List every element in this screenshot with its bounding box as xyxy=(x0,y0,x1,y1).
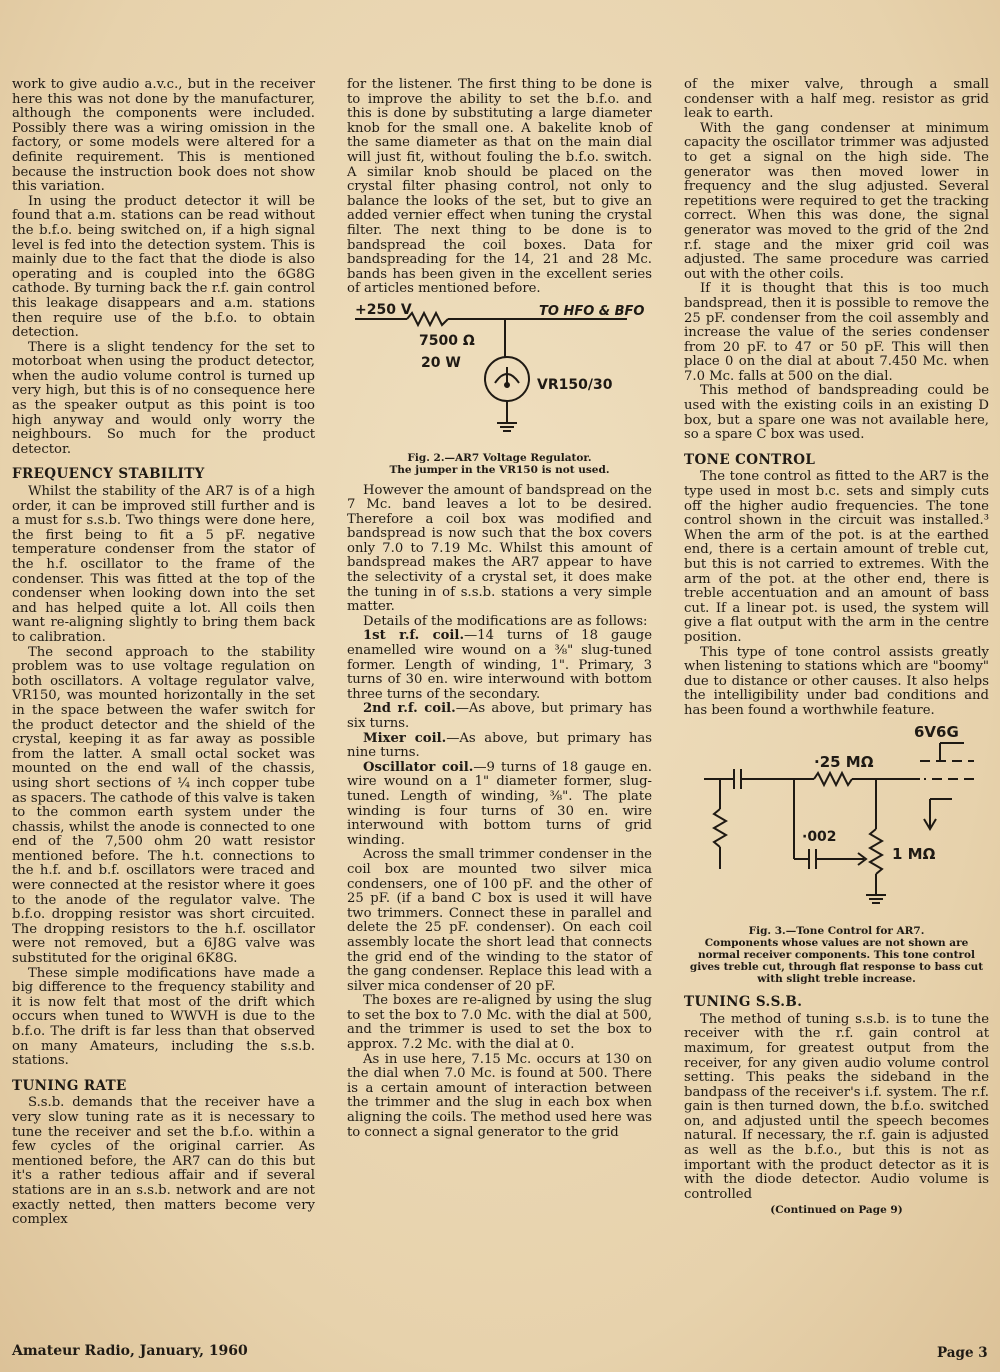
paragraph: S.s.b. demands that the receiver have a very slow tuning rate as it is necessary to tune the receiver and set the b.f.o. within a few cycles of the original carrier. As mentioned before, the AR7 can do this but it's a rather tedious affair and if several stations are in an s.s.b. network and are not exactly netted, then matters become very complex xyxy=(12,1095,315,1228)
tube-label: VR150/30 xyxy=(537,376,613,393)
coil-detail xyxy=(347,761,652,849)
paragraph: Details of the modifications are as follows: xyxy=(363,613,648,629)
coil-detail xyxy=(347,732,652,761)
continued-note: (Continued on Page 9) xyxy=(770,1204,903,1217)
resistor-value: ·25 MΩ xyxy=(814,752,874,771)
paragraph: The second approach to the stability problem was to use voltage regulation on both oscillators. A voltage regulator valve, VR150, was mounted horizontally in the set in the space between the wafer switch for the product detector and the shield of the crystal, keeping it as far away as possible from the latter. A small octal socket was mounted on the end wall of the chassis, using short sections of ¼ inch copper tube as spacers. The cathode of this valve is taken to the common earth system under the chassis, whilst the anode is connected to one end of the 7,500 ohm 20 watt resistor mentioned before. The h.t. connections to the h.f. and b.f. oscillators were traced and were connected at the resistor where it goes to the anode of the regulator valve. The b.f.o. dropping resistor was short circuited. The dropping resistors to the h.f. oscillator were not removed, but a 6J8G valve was substituted for the original 6K8G. xyxy=(12,644,315,967)
coil-heading: 1st r.f. coil. xyxy=(363,628,465,644)
coil-heading: Oscillator coil. xyxy=(363,759,474,775)
paragraph: However the amount of bandspread on the 7 Mc. band leaves a lot to be desired. Therefore a coil box was modified and bandspread is now such that the box covers only 7.0 to 7.19 Mc. Whilst this amount of bandspread makes the AR7 appear to have the selectivity of a crystal set, it does make the tuning in of s.s.b. stations a very simple matter. xyxy=(347,482,652,615)
column-1 xyxy=(12,78,315,1228)
paragraph: Across the small trimmer condenser in the coil box are mounted two silver mica condensers, one of 100 pF. and the other of 25 pF. (if a band C box is used it will have two trimmers. Connect these in parallel and delete the 25 pF. condenser). On each coil assembly locate the short lead that connects the grid end of the winding to the stator of the gang condenser. Replace this lead with a silver mica condenser of 20 pF. xyxy=(347,847,652,994)
paragraph: for the listener. The first thing to be done is to improve the ability to set the b.f.o. and this is done by substituting a large diameter knob for the small one. A bakelite knob of the same diameter as that on the main dial will just fit, without fouling the b.f.o. switch. A similar knob should be placed on the crystal filter phasing control, not only to balance the looks of the set, but to give an added vernier effect when tuning the crystal filter. The next thing to be done is to bandspread the coil boxes. Data for bandspreading for the 14, 21 and 28 Mc. bands has been given in the excellent series of articles mentioned before. xyxy=(347,77,652,297)
coil-text: —14 turns of 18 gauge enamelled wire wound on a ⅜" slug-tuned former. Length of winding, 1". Primary, 3 turns of 30 en. wire interwound with bottom three turns of the secondary. xyxy=(347,628,652,702)
footer-publication: Amateur Radio, January, 1960 xyxy=(12,1343,248,1359)
paragraph: Whilst the stability of the AR7 is of a high order, it can be improved still further and is a must for s.s.b. Two things were done here, the first being to fit a 5 pF. negative temperature condenser from the stator of the h.f. oscillator to the frame of the condenser. This was fitted at the top of the condenser when looking down into the set and has helped quite a lot. All coils then want re-aligning slightly to bring them back to calibration. xyxy=(12,484,315,645)
regulator-schematic xyxy=(347,297,652,445)
paragraph: work to give audio a.v.c., but in the receiver here this was not done by the manufacturer, although the components were included. Possibly there was a wiring omission in the factory, or some models were altered for a definite requirement. This is mentioned because the instruction book does not show this variation. xyxy=(12,77,315,195)
capacitor-value: ·002 xyxy=(802,828,837,845)
figure-2-caption xyxy=(347,452,652,476)
paragraph: In using the product detector it will be found that a.m. stations can be read without the b.f.o. being switched on, if a high signal level is fed into the detection system. This is mainly due to the fact that the diode is also operating and is coupled into the 6G8G cathode. By turning back the r.f. gain control this leakage disappears and a.m. stations then require use of the b.f.o. to obtain detection. xyxy=(12,193,315,341)
section-heading-tuning-ssb: TUNING S.S.B. xyxy=(684,994,803,1011)
coil-text: —9 turns of 18 gauge en. wire wound on a 1" diameter former, slug-tuned. Length of winding, ⅜". The plate winding is four turns of 30 en. wire interwound with bottom turns of grid winding. xyxy=(347,759,652,848)
output-label: TO HFO & BFO xyxy=(539,303,645,319)
pot-value: 1 MΩ xyxy=(892,844,936,863)
paragraph: The tone control as fitted to the AR7 is the type used in most b.c. sets and simply cuts off the higher audio frequencies. The tone control shown in the circuit was installed.³ When the arm of the pot. is at the earthed end, there is a certain amount of treble cut, but this is not carried to extremes. With the arm of the pot. at the other end, there is treble accentuation and an amount of bass cut. If a linear pot. is used, the system will give a flat output with the arm in the centre position. xyxy=(684,469,989,645)
column-2 xyxy=(347,78,652,1140)
valve-label: 6V6G xyxy=(914,722,959,741)
resistor-value: 7500 Ω xyxy=(419,332,475,349)
caption-line: The jumper in the VR150 is not used. xyxy=(389,463,610,476)
paragraph: The method of tuning s.s.b. is to tune the receiver with the r.f. gain control at maximum, for greatest output from the receiver, for any given audio volume control setting. This peaks the sideband in the bandpass of the receiver's i.f. system. The r.f. gain is then turned down, the b.f.o. switched on, and adjusted until the speech becomes natural. If necessary, the r.f. gain is adjusted as well as the b.f.o., but this is not as important with the product detector as it is with the diode detector. Audio volume is controlled xyxy=(684,1011,989,1202)
section-heading-frequency-stability: FREQUENCY STABILITY xyxy=(12,466,205,483)
caption-line: Fig. 3.—Tone Control for AR7. xyxy=(748,925,925,938)
coil-text: —As above, but primary has nine turns. xyxy=(347,730,652,761)
voltage-label: +250 V xyxy=(355,301,412,318)
paragraph: As in use here, 7.15 Mc. occurs at 130 on the dial when 7.0 Mc. is found at 500. There is a certain amount of interaction between the trimmer and the slug in each box when aligning the coils. The method used here was to connect a signal generator to the grid xyxy=(347,1051,652,1140)
paragraph: This method of bandspreading could be used with the existing coils in an existing D box, but a spare one was not available here, so a spare C box was used. xyxy=(684,383,989,443)
coil-heading: Mixer coil. xyxy=(363,730,447,746)
figure-2-voltage-regulator xyxy=(347,297,652,476)
section-heading-tuning-rate: TUNING RATE xyxy=(12,1077,127,1094)
paragraph: The boxes are re-aligned by using the slug to set the box to 7.0 Mc. with the dial at 500, and the trimmer is used to set the box to approx. 7.2 Mc. with the dial at 0. xyxy=(347,993,652,1053)
caption-line: Components whose values are not shown are normal receiver components. This tone control gives treble cut, through flat response to bass cut with slight treble increase. xyxy=(689,937,984,986)
paragraph: If it is thought that this is too much bandspread, then it is possible to remove the 25 pF. condenser from the coil assembly and increase the value of the series condenser from 20 pF. to 47 or 50 pF. This will then place 0 on the dial at about 7.450 Mc. when 7.0 Mc. falls at 500 on the dial. xyxy=(684,281,989,384)
coil-text: —As above, but primary has six turns. xyxy=(347,701,652,731)
resistor-wattage: 20 W xyxy=(421,354,461,371)
figure-3-caption xyxy=(684,925,989,985)
paragraph: of the mixer valve, through a small condenser with a half meg. resistor as grid leak to earth. xyxy=(684,77,989,122)
figure-3-tone-control xyxy=(684,719,989,986)
coil-detail xyxy=(347,629,652,702)
coil-detail xyxy=(347,702,652,731)
paragraph: This type of tone control assists greatly when listening to stations which are "boomy" due to distance or other causes. It also helps the intelligibility under bad conditions and has been found a worthwhile feature. xyxy=(684,644,989,718)
caption-line: Fig. 2.—AR7 Voltage Regulator. xyxy=(407,451,592,464)
footer-page-number: Page 3 xyxy=(937,1345,988,1361)
section-heading-tone-control: TONE CONTROL xyxy=(684,451,816,468)
paragraph: With the gang condenser at minimum capacity the oscillator trimmer was adjusted to get a signal on the high side. The generator was then moved lower in frequency and the slug adjusted. Several repetitions were required to get the tracking correct. When this was done, the signal generator was moved to the grid of the 2nd r.f. stage and the mixer grid coil was adjusted. The same procedure was carried out with the other coils. xyxy=(684,120,989,282)
tone-control-schematic xyxy=(684,719,989,919)
column-3 xyxy=(684,78,989,1218)
paragraph: These simple modifications have made a big difference to the frequency stability and it is now felt that most of the drift which occurs when tuned to WWVH is due to the b.f.o. The drift is far less than that observed on many Amateurs, including the s.s.b. stations. xyxy=(12,965,315,1069)
paragraph: There is a slight tendency for the set to motorboat when using the product detector, when the audio volume control is turned up very high, but this is of no consequence here as the speaker output as this point is too high anyway and would only worry the neighbours. So much for the product detector. xyxy=(12,339,315,457)
coil-heading: 2nd r.f. coil. xyxy=(363,701,456,717)
